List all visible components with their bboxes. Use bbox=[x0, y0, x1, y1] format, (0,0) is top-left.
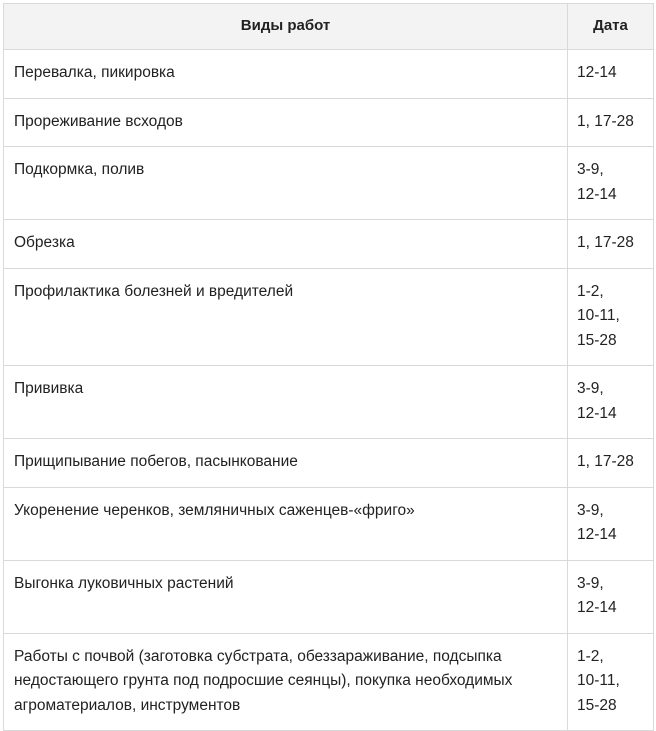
date-line: 3-9, bbox=[577, 380, 604, 397]
date-line: 1, 17-28 bbox=[577, 112, 634, 130]
work-cell: Работы с почвой (заготовка субстрата, обеззараживание, подсыпка недостающего грунта под подросшие сеянцы), покупка необходимых агроматериалов, инструментов bbox=[4, 633, 568, 731]
work-cell: Подкормка, полив bbox=[4, 147, 568, 220]
date-line: 15-28 bbox=[577, 696, 617, 714]
date-line: 3-9, bbox=[577, 574, 604, 592]
date-cell bbox=[568, 50, 654, 99]
date-line: 3-9, bbox=[577, 161, 604, 178]
works-table-container bbox=[3, 3, 653, 731]
date-line: 3-9, bbox=[577, 501, 604, 519]
date-line: 12-14 bbox=[577, 64, 617, 81]
header-date: Дата bbox=[568, 4, 654, 50]
date-cell bbox=[568, 147, 654, 220]
work-cell: Перевалка, пикировка bbox=[4, 50, 568, 99]
work-cell: Прививка bbox=[4, 366, 568, 439]
date-cell bbox=[568, 487, 654, 560]
table-row bbox=[4, 50, 654, 99]
table-row bbox=[4, 366, 654, 439]
date-line: 12-14 bbox=[577, 599, 617, 616]
table-row bbox=[4, 98, 654, 147]
work-cell: Прищипывание побегов, пасынкование bbox=[4, 439, 568, 488]
date-line: 1-2, bbox=[577, 647, 604, 665]
table-row bbox=[4, 147, 654, 220]
work-cell: Укоренение черенков, земляничных саженцев-«фриго» bbox=[4, 487, 568, 560]
date-line: 10-11, bbox=[577, 307, 620, 324]
date-cell bbox=[568, 560, 654, 633]
date-cell bbox=[568, 366, 654, 439]
date-line: 10-11, bbox=[577, 672, 620, 689]
date-line: 1, 17-28 bbox=[577, 234, 634, 251]
work-cell: Выгонка луковичных растений bbox=[4, 560, 568, 633]
date-line: 12-14 bbox=[577, 526, 617, 543]
work-cell: Профилактика болезней и вредителей bbox=[4, 268, 568, 366]
table-row bbox=[4, 633, 654, 731]
table-row bbox=[4, 560, 654, 633]
date-cell bbox=[568, 268, 654, 366]
date-cell bbox=[568, 220, 654, 269]
table-row bbox=[4, 220, 654, 269]
date-cell bbox=[568, 98, 654, 147]
table-row bbox=[4, 487, 654, 560]
date-line: 1, 17-28 bbox=[577, 453, 634, 470]
work-cell: Обрезка bbox=[4, 220, 568, 269]
date-line: 12-14 bbox=[577, 185, 617, 203]
date-line: 15-28 bbox=[577, 331, 617, 349]
date-line: 1-2, bbox=[577, 282, 604, 300]
date-cell bbox=[568, 633, 654, 731]
table-row bbox=[4, 439, 654, 488]
work-cell: Прореживание всходов bbox=[4, 98, 568, 147]
table-header-row bbox=[4, 4, 654, 50]
date-line: 12-14 bbox=[577, 404, 617, 422]
table-row bbox=[4, 268, 654, 366]
date-cell bbox=[568, 439, 654, 488]
header-work-type: Виды работ bbox=[4, 4, 568, 50]
works-calendar-table bbox=[3, 3, 654, 731]
